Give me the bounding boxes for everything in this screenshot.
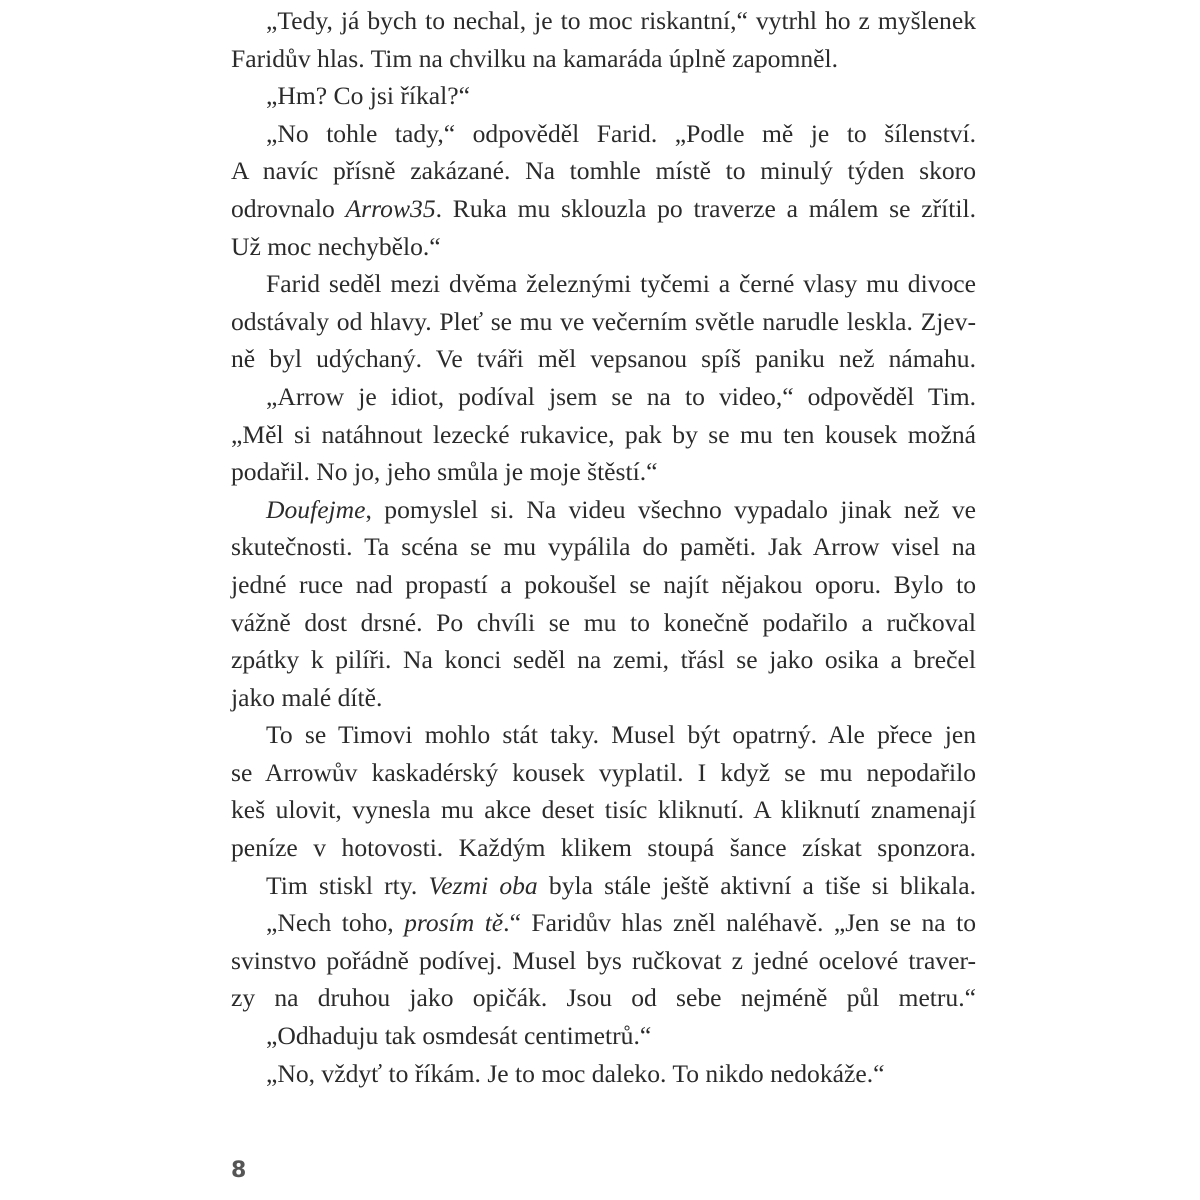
text-line: „Arrow je idiot, podíval jsem se na to video,“ odpověděl Tim. — [266, 381, 976, 411]
text-line: „Tedy, já bych to nechal, je to moc riskantní,“ vytrhl ho z myšlenek — [266, 6, 976, 35]
text-line: „No tohle tady,“ odpověděl Farid. „Podle mě je to šílenství. — [266, 118, 976, 148]
text-line: A navíc přísně zakázané. Na tomhle místě to minulý týden skoro — [231, 156, 976, 186]
text-segment: . Ruka mu sklouzla po traverze a málem se zřítil. — [435, 193, 976, 223]
italic-text: Doufejme — [266, 494, 366, 524]
text-line: To se Timovi mohlo stát taky. Musel být opatrný. Ale přece jen — [266, 720, 976, 750]
text-line — [231, 190, 976, 228]
text-line: Farid seděl mezi dvěma železnými tyčemi a černé vlasy mu divoce — [266, 269, 976, 299]
text-segment: „Nech toho, — [266, 908, 405, 938]
text-segment: byla stále ještě aktivní a tiše si blikala. — [537, 870, 977, 900]
text-line: podařil. No jo, jeho smůla je moje štěstí.“ — [231, 457, 658, 487]
text-segment: .“ Faridův hlas zněl naléhavě. „Jen se na to — [503, 908, 976, 938]
page-number: 8 — [231, 1158, 247, 1183]
text-line: Už moc nechybělo.“ — [231, 231, 441, 261]
text-line: „Odhaduju tak osmdesát centimetrů.“ — [266, 1021, 652, 1051]
text-line: Faridův hlas. Tim na chvilku na kamaráda úplně zapomněl. — [231, 43, 839, 73]
text-line: „No, vždyť to říkám. Je to moc daleko. To nikdo nedokáže.“ — [266, 1058, 885, 1088]
italic-text: prosím tě — [404, 908, 504, 938]
text-line: zpátky k pilíři. Na konci seděl na zemi, třásl se jako osika a brečel — [231, 645, 976, 675]
text-segment: odrovnalo — [231, 193, 346, 223]
text-line: peníze v hotovosti. Každým klikem stoupá šance získat sponzora. — [231, 833, 976, 863]
italic-text: Arrow35 — [345, 193, 436, 223]
text-line: ně byl udýchaný. Ve tváři měl vepsanou spíš paniku než námahu. — [231, 344, 976, 374]
text-line — [231, 904, 976, 942]
text-line: svinstvo pořádně podívej. Musel bys ručkovat z jedné ocelové traver- — [231, 945, 976, 975]
text-line: „Měl si natáhnout lezecké rukavice, pak by se mu ten kousek možná — [231, 419, 976, 449]
text-line: jedné ruce nad propastí a pokoušel se najít nějakou oporu. Bylo to — [231, 569, 976, 599]
text-line: skutečnosti. Ta scéna se mu vypálila do paměti. Jak Arrow visel na — [231, 532, 976, 562]
body-text — [231, 2, 976, 1092]
text-line: se Arrowův kaskadérský kousek vyplatil. I když se mu nepodařilo — [231, 757, 976, 787]
text-line: zy na druhou jako opičák. Jsou od sebe nejméně půl metru.“ — [231, 983, 976, 1013]
text-line — [231, 491, 976, 529]
text-line: jako malé dítě. — [231, 682, 383, 712]
text-line — [231, 867, 976, 905]
text-line: „Hm? Co jsi říkal?“ — [266, 81, 470, 111]
text-segment: , pomyslel si. Na videu všechno vypadalo jinak než ve — [365, 494, 976, 524]
italic-text: Vezmi oba — [428, 870, 538, 900]
text-line: keš ulovit, vynesla mu akce deset tisíc kliknutí. A kliknutí znamenají — [231, 795, 976, 825]
text-line: odstávaly od hlavy. Pleť se mu ve večerním světle narudle leskla. Zjev- — [231, 306, 976, 336]
text-line: vážně dost drsné. Po chvíli se mu to konečně podařilo a ručkoval — [231, 607, 976, 637]
text-segment: Tim stiskl rty. — [266, 870, 429, 900]
